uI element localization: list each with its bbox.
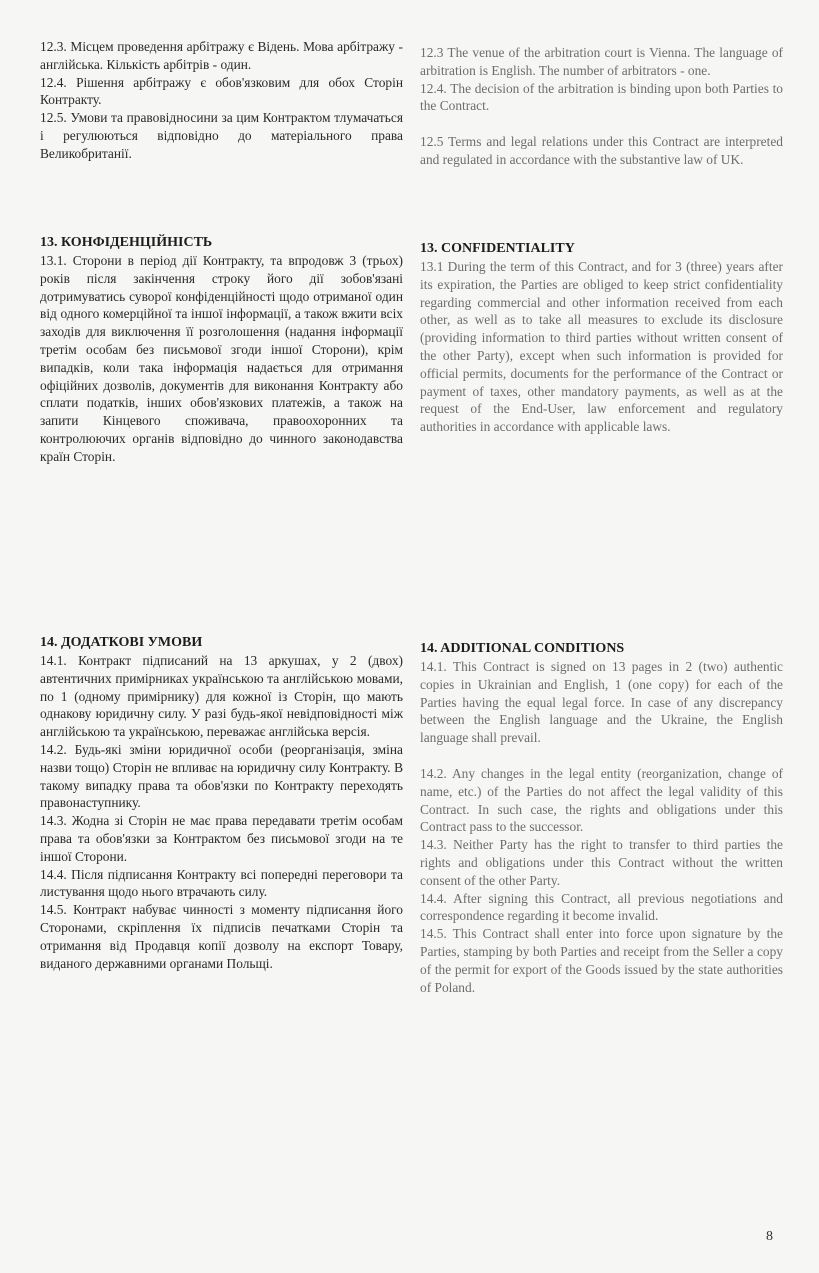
clause-12-5-uk: 12.5. Умови та правовідносини за цим Контрактом тлумачаться і регулюються відповідно до матеріального права Великобританії. <box>40 110 403 161</box>
clause-14-3-en: 14.3. Neither Party has the right to transfer to third parties the rights and obligations under this Contract without the written consent of the other Party. <box>420 837 783 888</box>
clause-14-2-uk: 14.2. Будь-які зміни юридичної особи (реорганізація, зміна назви тощо) Сторін не впливає на юридичну силу Контракту. В такому випадку права та обов'язки по Контракту переходять правонаступнику. <box>40 741 403 811</box>
clause-14-4-en: 14.4. After signing this Contract, all previous negotiations and correspondence regarding it become invalid. <box>420 890 783 924</box>
clause-12-4-en: 12.4. The decision of the arbitration is binding upon both Parties to the Contract. <box>420 80 783 114</box>
clause-12-3-en: 12.3 The venue of the arbitration court is Vienna. The language of arbitration is English. The number of arbitrators - one. <box>420 45 783 78</box>
section-12-uk <box>40 38 403 163</box>
clause-12-4-uk: 12.4. Рішення арбітражу є обов'язковим для обох Сторін Контракту. <box>40 74 403 108</box>
section-heading-13-en: 13. CONFIDENTIALITY <box>420 241 575 256</box>
clause-12-3-uk: 12.3. Місцем проведення арбітражу є Відень. Мова арбітражу - англійська. Кількість арбітрів - один. <box>40 39 403 72</box>
clause-14-1-uk: 14.1. Контракт підписаний на 13 аркушах, у 2 (двох) автентичних примірниках українською та англійською мовами, по 1 (одному примірнику) для кожної із Сторін, що мають однакову юридичну силу. У разі будь-якої невідповідності між англійською та українською, переважає англійська версія. <box>40 653 403 740</box>
section-13-en <box>420 240 783 436</box>
section-heading-14-uk: 14. ДОДАТКОВІ УМОВИ <box>40 635 203 650</box>
clause-14-5-en: 14.5. This Contract shall enter into force upon signature by the Parties, stamping by both Parties and receipt from the Seller a copy of the permit for export of the Goods issued by the state authorities of Poland. <box>420 926 783 995</box>
section-14-en <box>420 640 783 996</box>
clause-13-1-uk: 13.1. Сторони в період дії Контракту, та впродовж 3 (трьох) років після закінчення строку його дії зобов'язані дотримуватись суворої конфіденційності щодо отриманої один від одного комерційної та іншої інформації, а також вжити всіх заходів для виключення її розголошення (надання інформації третім особам без письмової згоди іншої Сторони), крім випадків, коли така інформація надається для отримання офіційних дозволів, документів для виконання Контракту або сплати податків, інших обов'язкових платежів, а також на запити Кінцевого споживача, правоохоронних та контролюючих органів відповідно до чинного законодавства країн Сторін. <box>40 253 403 464</box>
clause-14-4-uk: 14.4. Після підписання Контракту всі попередні переговори та листування щодо нього втрачають силу. <box>40 866 403 900</box>
clause-14-1-en: 14.1. This Contract is signed on 13 pages in 2 (two) authentic copies in Ukrainian and English, 1 (one copy) for each of the Parties having the equal legal force. In case of any discrepancy between the English language and the Ukraine, the English language shall prevail. <box>420 659 783 746</box>
section-13-uk <box>40 234 403 466</box>
clause-14-5-uk: 14.5. Контракт набуває чинності з моменту підписання його Сторонами, скріплення їх підписів печатками Сторін та отримання від Продавця копії дозволу на експорт Товару, виданого державними органами Польщі. <box>40 902 403 971</box>
section-heading-14-en: 14. ADDITIONAL CONDITIONS <box>420 641 625 656</box>
clause-14-3-uk: 14.3. Жодна зі Сторін не має права передавати третім особам права та обов'язки за Контрактом без письмової згоди на те іншої Сторони. <box>40 813 403 864</box>
section-heading-13-uk: 13. КОНФІДЕНЦІЙНІСТЬ <box>40 235 213 250</box>
section-12-en <box>420 44 783 169</box>
clause-13-1-en: 13.1 During the term of this Contract, and for 3 (three) years after its expiration, the Parties are obliged to keep strict confidentiality regarding commercial and other information received from each other, as well as to take all measures to exclude its disclosure (providing information to third parties without written consent of the other Party), except when such information is provided for official permits, documents for the performance of the Contract or payment of taxes, other mandatory payments, as well as at the request of the End-User, law enforcement and regulatory authorities in accordance with applicable laws. <box>420 259 783 435</box>
clause-12-5-en: 12.5 Terms and legal relations under this Contract are interpreted and regulated in accordance with the substantive law of UK. <box>420 134 783 167</box>
page-number: 8 <box>766 1229 773 1244</box>
clause-14-2-en: 14.2. Any changes in the legal entity (reorganization, change of name, etc.) of the Parties do not affect the legal validity of this Contract. In such case, the rights and obligations under this Contract pass to the successor. <box>420 765 783 835</box>
section-14-uk <box>40 634 403 972</box>
